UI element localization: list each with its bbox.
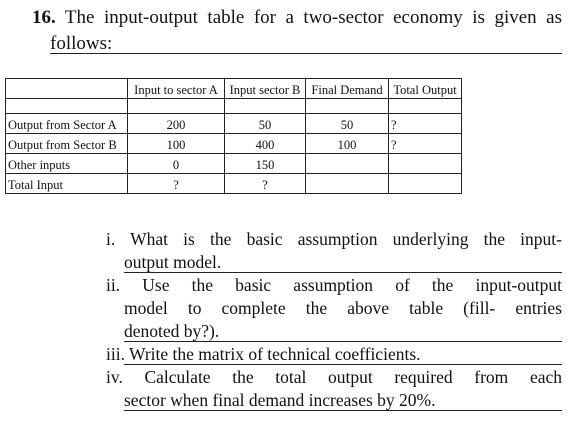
sub-question-line: model to complete the above table (fill- entries: [124, 298, 562, 318]
table-cell: 100: [306, 134, 389, 154]
header-total-output: Total Output: [389, 79, 462, 99]
question-title: [32, 6, 562, 30]
table-cell: 100: [128, 134, 225, 154]
blank-cell: [128, 99, 225, 114]
title-underline: [50, 53, 562, 54]
row-label: Output from Sector B: [6, 134, 128, 154]
table-row-sector-a: [6, 114, 462, 134]
table-cell: [306, 154, 389, 174]
table-row-other-inputs: [6, 154, 462, 174]
sub-question-line: ii. Use the basic assumption of the input-output: [106, 275, 562, 295]
table-cell: 50: [225, 114, 306, 134]
blank-cell: [306, 99, 389, 114]
sub-question-line: output model.: [124, 252, 222, 272]
sub-question-line: sector when final demand increases by 20%.: [124, 390, 436, 410]
row-label: Other inputs: [6, 154, 128, 174]
row-label: Total Input: [6, 174, 128, 194]
table-cell: ?: [389, 114, 462, 134]
table-row-total-input: [6, 174, 462, 194]
table-cell: [389, 174, 462, 194]
table-cell: 400: [225, 134, 306, 154]
sub-question-line: i. What is the basic assumption underlying the input-: [106, 229, 562, 249]
sub-question-i: [106, 228, 562, 273]
table-cell: 200: [128, 114, 225, 134]
header-final-demand: Final Demand: [306, 79, 389, 99]
sub-question-line: iv. Calculate the total output required from each: [106, 367, 562, 387]
sub-question-iii: [106, 343, 562, 365]
row-label: Output from Sector A: [6, 114, 128, 134]
header-input-sector-a: Input to sector A: [128, 79, 225, 99]
question-text-line1: The input-output table for a two-sector economy is given as: [64, 7, 562, 28]
header-cell-corner: [6, 79, 128, 99]
table-header-row: [6, 79, 462, 99]
table-cell: ?: [128, 174, 225, 194]
header-input-sector-b: Input sector B: [225, 79, 306, 99]
table-row-sector-b: [6, 134, 462, 154]
sub-question-line: denoted by?).: [124, 321, 220, 341]
table-blank-row: [6, 99, 462, 114]
table-cell: 150: [225, 154, 306, 174]
question-number: 16.: [32, 7, 56, 28]
table-cell: 50: [306, 114, 389, 134]
table-cell: 0: [128, 154, 225, 174]
table-cell: [389, 154, 462, 174]
blank-cell: [6, 99, 128, 114]
input-output-table: [5, 78, 462, 194]
table-cell: ?: [389, 134, 462, 154]
sub-question-iv: [106, 366, 562, 411]
question-text-line2: follows:: [50, 33, 113, 54]
blank-cell: [389, 99, 462, 114]
blank-cell: [225, 99, 306, 114]
table-cell: ?: [225, 174, 306, 194]
sub-question-line: iii. Write the matrix of technical coefficients.: [106, 344, 421, 364]
table-cell: [306, 174, 389, 194]
sub-question-ii: [106, 274, 562, 342]
sub-questions: [106, 228, 562, 412]
